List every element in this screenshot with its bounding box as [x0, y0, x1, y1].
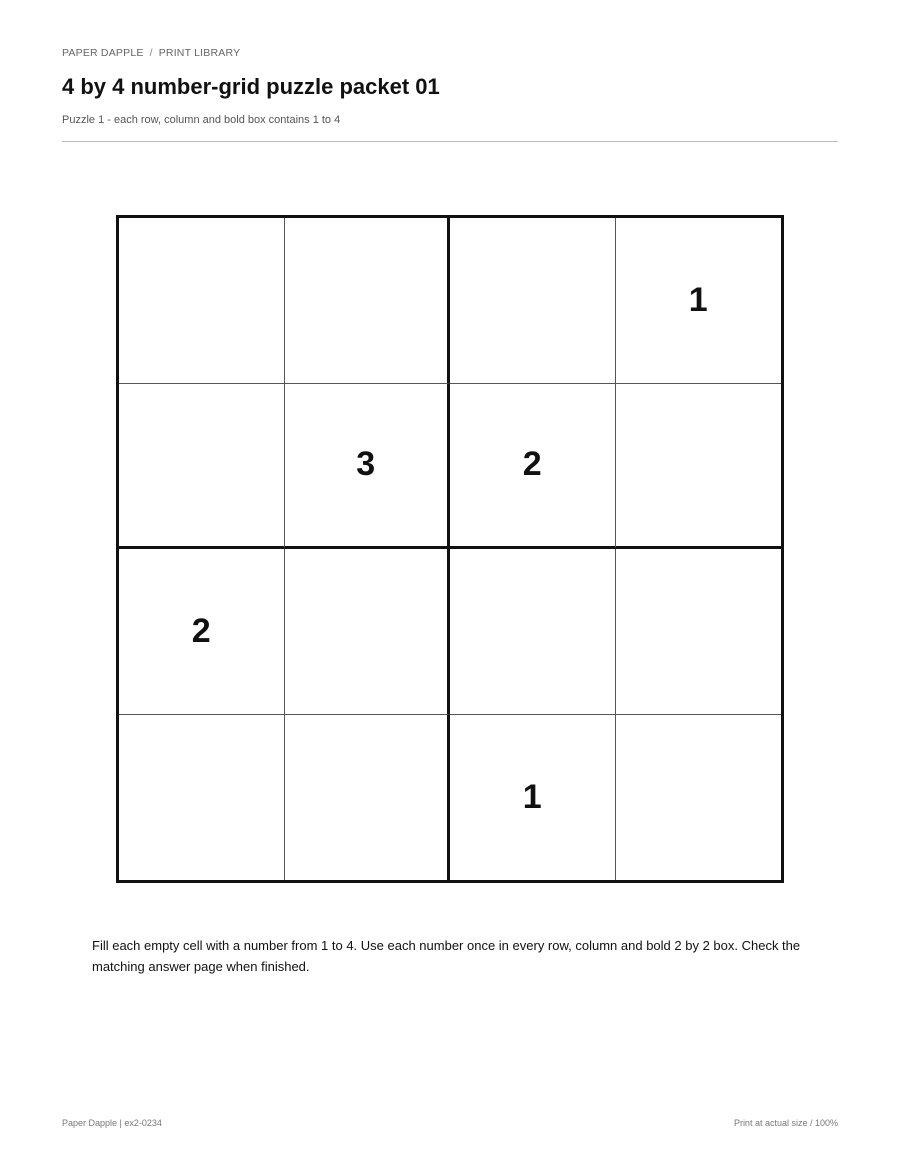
puzzle-empty-cell[interactable] — [616, 384, 782, 550]
footer-print-note: Print at actual size / 100% — [733, 1118, 838, 1128]
puzzle-empty-cell[interactable] — [119, 218, 285, 384]
puzzle-grid — [116, 215, 784, 883]
header-divider — [62, 141, 838, 142]
puzzle-given-cell: 2 — [119, 549, 285, 715]
puzzle-empty-cell[interactable] — [119, 384, 285, 550]
puzzle-subtitle: Puzzle 1 - each row, column and bold box contains 1 to 4 — [62, 114, 341, 126]
footer-source: Paper Dapple | ex2-0234 — [62, 1118, 162, 1128]
puzzle-empty-cell[interactable] — [616, 549, 782, 715]
breadcrumb-item-publisher[interactable]: PAPER DAPPLE — [62, 47, 144, 59]
puzzle-empty-cell[interactable] — [450, 218, 616, 384]
puzzle-given-cell: 2 — [450, 384, 616, 550]
breadcrumb-item-library[interactable]: PRINT LIBRARY — [158, 47, 241, 59]
puzzle-given-cell: 1 — [616, 218, 782, 384]
breadcrumb-separator: / — [149, 47, 153, 59]
puzzle-empty-cell[interactable] — [450, 549, 616, 715]
puzzle-empty-cell[interactable] — [285, 549, 451, 715]
page-title: 4 by 4 number-grid puzzle packet 01 — [62, 74, 440, 99]
breadcrumb — [62, 47, 240, 59]
puzzle-given-cell: 3 — [285, 384, 451, 550]
puzzle-given-cell: 1 — [450, 715, 616, 881]
instructions-text: Fill each empty cell with a number from 1 to 4. Use each number once in every row, column and bold 2 by 2 box. Check the matching answer page when finished. — [92, 938, 801, 974]
puzzle-empty-cell[interactable] — [285, 218, 451, 384]
puzzle-empty-cell[interactable] — [616, 715, 782, 881]
puzzle-empty-cell[interactable] — [285, 715, 451, 881]
puzzle-empty-cell[interactable] — [119, 715, 285, 881]
